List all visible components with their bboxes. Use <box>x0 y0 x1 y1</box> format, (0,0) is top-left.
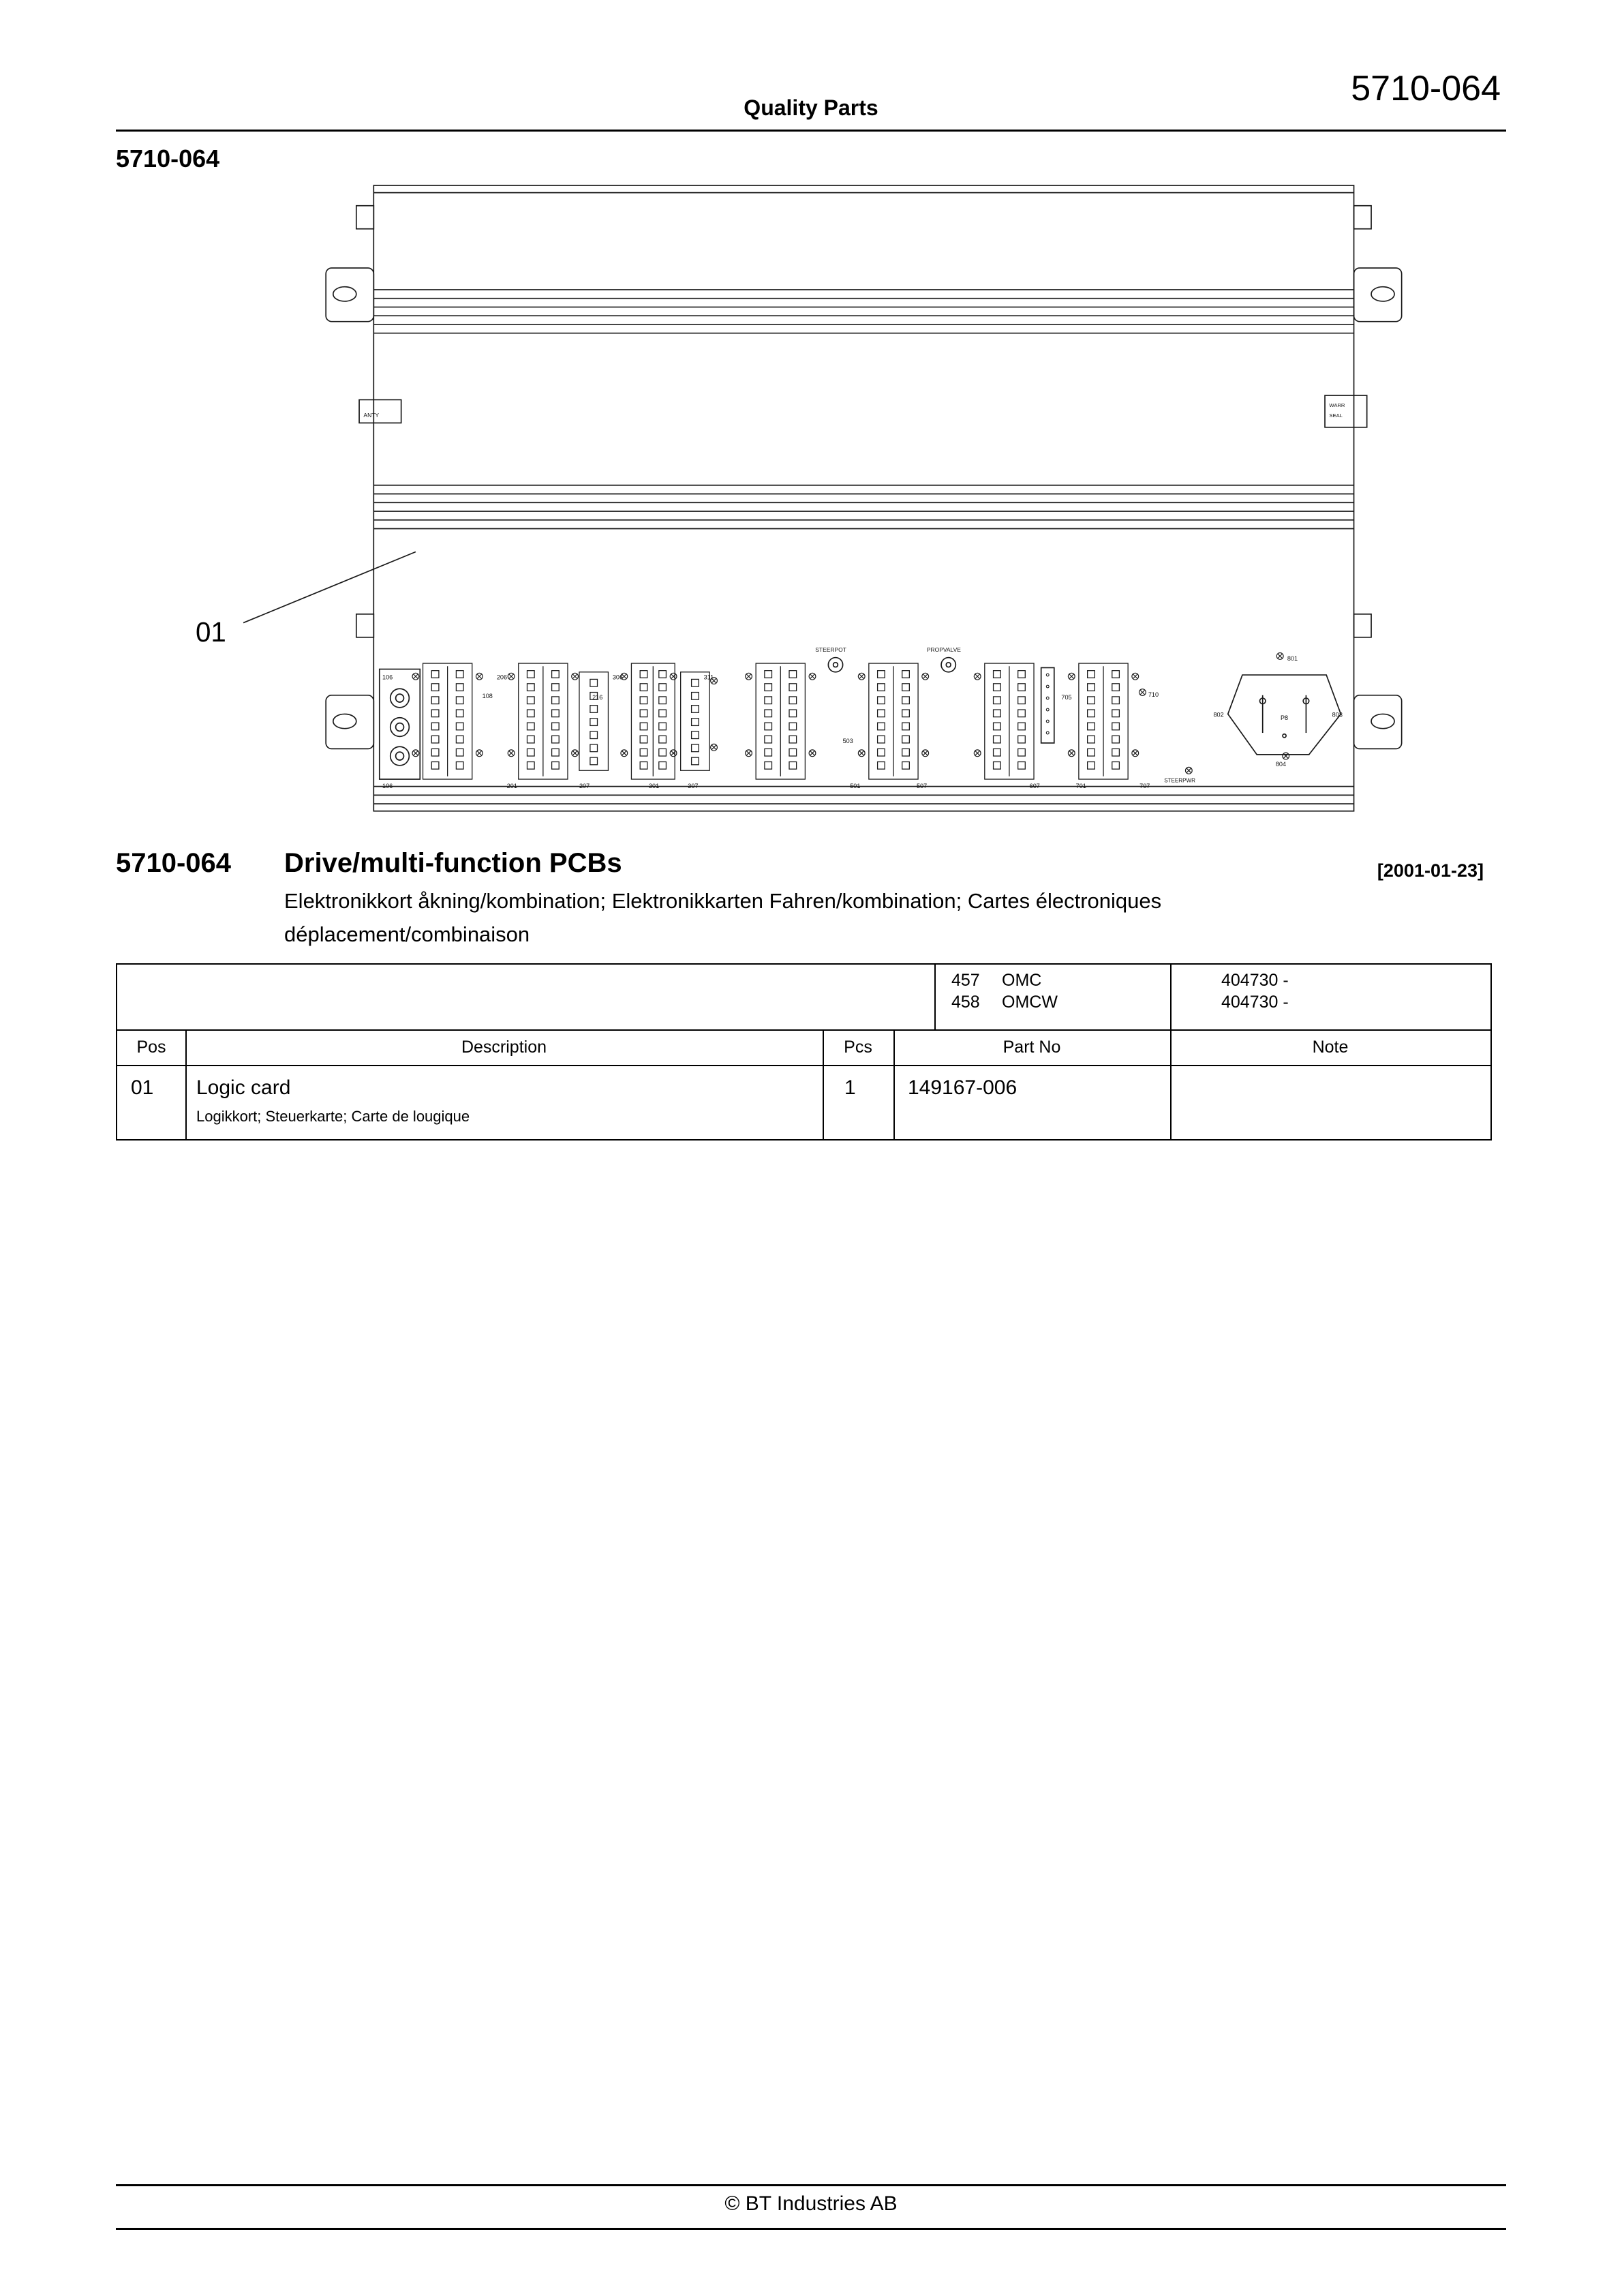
power-terminal-block <box>380 669 420 779</box>
table-rule <box>117 1065 1490 1066</box>
connector-label: P8 <box>1280 714 1289 721</box>
doc-number: 5710-064 <box>1351 69 1501 108</box>
parts-table <box>116 963 1492 1141</box>
table-divider <box>934 965 936 1029</box>
section-date: [2001-01-23] <box>1377 860 1484 881</box>
table-divider <box>1170 965 1172 1029</box>
model-name: OMCW <box>1002 993 1058 1012</box>
screw-symbols <box>412 653 1289 774</box>
connector-label: 607 <box>1029 782 1040 789</box>
propvalve-label: PROPVALVE <box>926 646 961 654</box>
footer-rule-top <box>116 2184 1506 2186</box>
header-rule <box>116 130 1506 132</box>
connector-label: 108 <box>482 693 493 700</box>
connector-label: 501 <box>850 782 861 789</box>
connector-label: 201 <box>506 782 517 789</box>
header-note: Note <box>1312 1038 1349 1057</box>
connector-label: 801 <box>1287 654 1298 662</box>
diagram-labels <box>196 402 1345 789</box>
warranty-label-right-1: WARR <box>1329 402 1345 409</box>
connector-label: 207 <box>579 782 590 789</box>
connector-label: 311 <box>703 674 714 681</box>
connector-label: 804 <box>1275 760 1287 768</box>
mounting-bracket-bottom-right <box>1354 695 1402 749</box>
test-point-dots <box>1046 674 1049 734</box>
section-label: 5710-064 <box>116 145 220 172</box>
pcb-outline <box>243 185 1402 811</box>
connector-label: 301 <box>648 782 660 789</box>
connector-label: 803 <box>1332 711 1343 719</box>
connector-label: 206 <box>496 674 508 681</box>
pcb-diagram <box>188 174 1448 826</box>
header-part-no: Part No <box>1003 1038 1061 1057</box>
mounting-bracket-top-left <box>326 268 373 322</box>
section-number: 5710-064 <box>116 848 232 878</box>
section-subtitle-1: Elektronikkort åkning/kombination; Elektronikkarten Fahren/kombination; Cartes électroniques <box>284 889 1162 913</box>
connector-label: 306 <box>612 674 624 681</box>
model-code: 458 <box>951 993 980 1012</box>
connector-label: 701 <box>1075 782 1086 789</box>
warranty-seal-right <box>1325 395 1367 427</box>
connector-label: 106 <box>382 782 393 789</box>
connector-label: 216 <box>592 694 603 701</box>
steerpwr-label: STEERPWR <box>1164 777 1195 784</box>
steerpot-label: STEERPOT <box>815 646 846 654</box>
connector-label: 307 <box>688 782 699 789</box>
warranty-label-right-2: SEAL <box>1329 412 1343 419</box>
model-name: OMC <box>1002 971 1042 990</box>
mounting-bracket-top-right <box>1354 268 1402 322</box>
connector-label: 802 <box>1213 711 1224 719</box>
connector-label: 503 <box>842 737 853 744</box>
header-description: Description <box>461 1038 547 1057</box>
callout-leader-line <box>243 552 416 622</box>
steerpot-trimmer <box>828 658 842 672</box>
page-title: Quality Parts <box>744 95 878 120</box>
section-title: Drive/multi-function PCBs <box>284 848 622 878</box>
row-pos: 01 <box>131 1076 154 1099</box>
callout-01: 01 <box>195 616 226 648</box>
footer-copyright: © BT Industries AB <box>724 2192 898 2215</box>
connector-label: 707 <box>1139 782 1150 789</box>
header-pcs: Pcs <box>844 1038 872 1057</box>
row-description-alt: Logikkort; Steuerkarte; Carte de lougique <box>196 1108 470 1125</box>
warranty-label-left: ANTY <box>363 411 380 419</box>
row-part-no: 149167-006 <box>908 1076 1017 1099</box>
connector-label: 507 <box>916 782 928 789</box>
header-pos: Pos <box>136 1038 166 1057</box>
heatsink-fins <box>373 290 1353 804</box>
connector-label: 106 <box>382 674 393 681</box>
model-code: 457 <box>951 971 980 990</box>
connector-label: 705 <box>1061 694 1072 701</box>
footer-rule-bottom <box>116 2228 1506 2230</box>
row-pcs: 1 <box>844 1076 856 1099</box>
propvalve-trimmer <box>941 658 955 672</box>
section-subtitle-2: déplacement/combinaison <box>284 922 530 946</box>
row-description: Logic card <box>196 1076 291 1099</box>
connector-blocks <box>423 663 1129 779</box>
connector-label: 710 <box>1148 691 1159 698</box>
model-serial: 404730 - <box>1221 971 1289 990</box>
mounting-bracket-bottom-left <box>326 695 373 749</box>
model-serial: 404730 - <box>1221 993 1289 1012</box>
